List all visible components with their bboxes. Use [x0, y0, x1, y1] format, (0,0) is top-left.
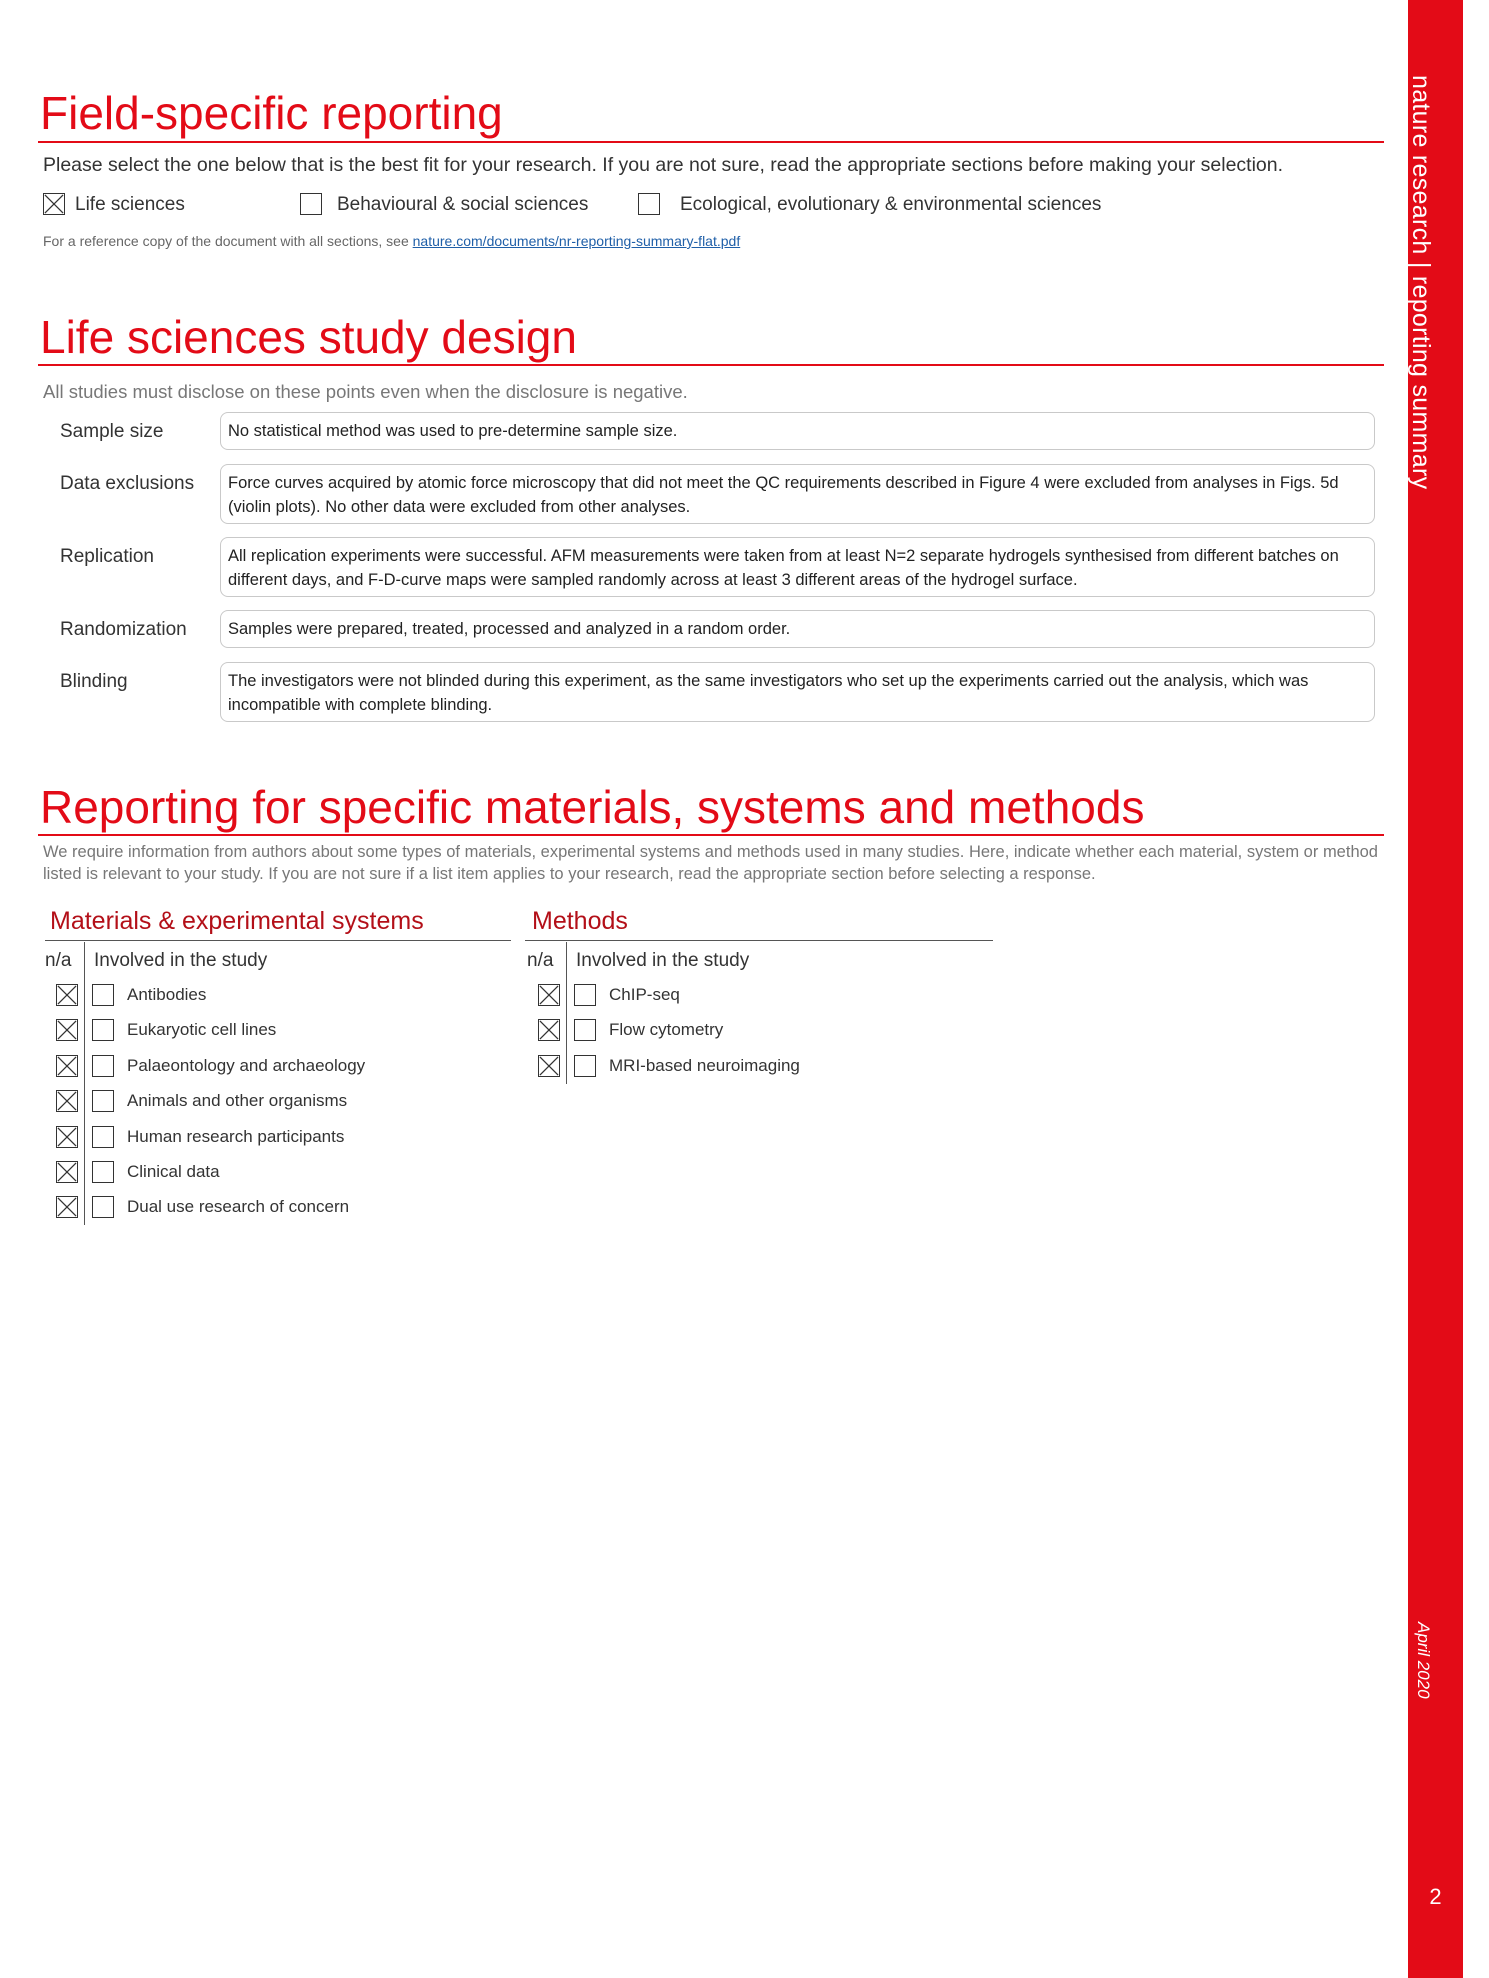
methods-involved-checkbox[interactable]	[574, 1055, 596, 1077]
check-x-icon	[539, 1056, 559, 1076]
methods-item-label: MRI-based neuroimaging	[609, 1055, 800, 1075]
check-x-icon	[539, 985, 559, 1005]
life-heading: Life sciences study design	[40, 311, 577, 363]
methods-divider	[566, 942, 567, 1084]
materials-involved-checkbox[interactable]	[92, 1161, 114, 1183]
option-behavioural-label: Behavioural & social sciences	[337, 194, 589, 215]
methods-subheading: Methods	[532, 907, 628, 935]
materials-heading: Reporting for specific materials, systems and methods	[40, 781, 1145, 833]
sidebar-title: nature research | reporting summary	[1407, 75, 1435, 490]
materials-na-checkbox[interactable]	[56, 1019, 78, 1041]
check-x-icon	[57, 1162, 77, 1182]
life-rule	[38, 364, 1384, 366]
check-x-icon	[57, 1056, 77, 1076]
sample-size-field[interactable]: No statistical method was used to pre-determine sample size.	[220, 412, 1375, 450]
materials-item-label: Clinical data	[127, 1162, 220, 1181]
methods-na-checkbox[interactable]	[538, 1019, 560, 1041]
materials-na-checkbox[interactable]	[56, 1055, 78, 1077]
materials-subheading: Materials & experimental systems	[50, 907, 424, 935]
field-heading: Field-specific reporting	[40, 87, 503, 139]
option-ecological-label: Ecological, evolutionary & environmental sciences	[680, 194, 1102, 215]
randomization-field[interactable]: Samples were prepared, treated, processed and analyzed in a random order.	[220, 610, 1375, 648]
sidebar	[1408, 0, 1463, 1978]
materials-involved-header: Involved in the study	[94, 950, 268, 971]
materials-involved-checkbox[interactable]	[92, 1196, 114, 1218]
blinding-field[interactable]: The investigators were not blinded during this experiment, as the same investigators who set up the experiments carried out the analysis, which was incompatible with complete blinding.	[220, 662, 1375, 722]
materials-intro: We require information from authors about some types of materials, experimental systems and methods used in many studies. Here, indicate whether each material, system or method listed is relevant to your study. If you are not sure if a list item applies to your research, read the appropriate section before selecting a response.	[43, 843, 1378, 883]
data-exclusions-field[interactable]: Force curves acquired by atomic force microscopy that did not meet the QC requirements described in Figure 4 were excluded from analyses in Figs. 5d (violin plots). No other data were excluded from other analyses.	[220, 464, 1375, 524]
materials-rule	[38, 834, 1384, 836]
materials-item-label: Eukaryotic cell lines	[127, 1020, 277, 1040]
materials-item-label: Palaeontology and archaeology	[127, 1055, 366, 1075]
materials-involved-checkbox[interactable]	[92, 1019, 114, 1041]
row-label-data-exclusions: Data exclusions	[60, 473, 195, 494]
replication-field[interactable]: All replication experiments were successful. AFM measurements were taken from at least N=2 separate hydrogels synthesised from different batches on different days, and F-D-curve maps were sampled randomly across at least 3 different areas of the hydrogel surface.	[220, 537, 1375, 597]
reference-note: For a reference copy of the document with all sections, see nature.com/documents/nr-reporting-summary-flat.pdf	[43, 233, 741, 249]
check-x-icon	[57, 1197, 77, 1217]
methods-involved-checkbox[interactable]	[574, 1019, 596, 1041]
life-subtitle: All studies must disclose on these points even when the disclosure is negative.	[43, 381, 688, 402]
methods-na-checkbox[interactable]	[538, 984, 560, 1006]
check-x-icon	[57, 1020, 77, 1040]
materials-item-label: Antibodies	[127, 985, 207, 1004]
option-ecological-checkbox[interactable]	[638, 193, 660, 215]
row-label-blinding: Blinding	[60, 671, 128, 692]
methods-na-checkbox[interactable]	[538, 1055, 560, 1077]
check-x-icon	[57, 985, 77, 1005]
methods-item-label: ChIP-seq	[609, 985, 680, 1004]
methods-subrule	[525, 940, 993, 941]
check-x-icon	[44, 194, 64, 214]
methods-involved-header: Involved in the study	[576, 950, 750, 971]
materials-na-checkbox[interactable]	[56, 984, 78, 1006]
materials-involved-checkbox[interactable]	[92, 1126, 114, 1148]
materials-na-checkbox[interactable]	[56, 1196, 78, 1218]
check-x-icon	[539, 1020, 559, 1040]
check-x-icon	[57, 1091, 77, 1111]
sidebar-date: April 2020	[1414, 1622, 1433, 1699]
option-life-sciences-label: Life sciences	[75, 194, 185, 215]
materials-na-checkbox[interactable]	[56, 1090, 78, 1112]
page-number: 2	[1429, 1884, 1442, 1909]
check-x-icon	[57, 1127, 77, 1147]
materials-involved-checkbox[interactable]	[92, 1055, 114, 1077]
row-label-sample-size: Sample size	[60, 421, 164, 442]
field-rule	[38, 141, 1384, 143]
materials-na-header: n/a	[45, 950, 72, 971]
materials-item-label: Animals and other organisms	[127, 1091, 348, 1111]
materials-item-label: Human research participants	[127, 1126, 345, 1146]
materials-involved-checkbox[interactable]	[92, 984, 114, 1006]
reference-link[interactable]: nature.com/documents/nr-reporting-summary-flat.pdf	[412, 233, 741, 249]
materials-na-checkbox[interactable]	[56, 1126, 78, 1148]
materials-involved-checkbox[interactable]	[92, 1090, 114, 1112]
field-instruction: Please select the one below that is the best fit for your research. If you are not sure, read the appropriate sections before making your selection.	[43, 154, 1284, 176]
methods-na-header: n/a	[527, 950, 554, 971]
methods-item-label: Flow cytometry	[609, 1020, 724, 1040]
row-label-replication: Replication	[60, 546, 154, 567]
materials-subrule	[45, 940, 511, 941]
materials-item-label: Dual use research of concern	[127, 1197, 350, 1217]
row-label-randomization: Randomization	[60, 619, 187, 640]
methods-involved-checkbox[interactable]	[574, 984, 596, 1006]
materials-na-checkbox[interactable]	[56, 1161, 78, 1183]
option-life-sciences-checkbox[interactable]	[43, 193, 65, 215]
materials-divider	[84, 942, 85, 1225]
option-behavioural-checkbox[interactable]	[300, 193, 322, 215]
